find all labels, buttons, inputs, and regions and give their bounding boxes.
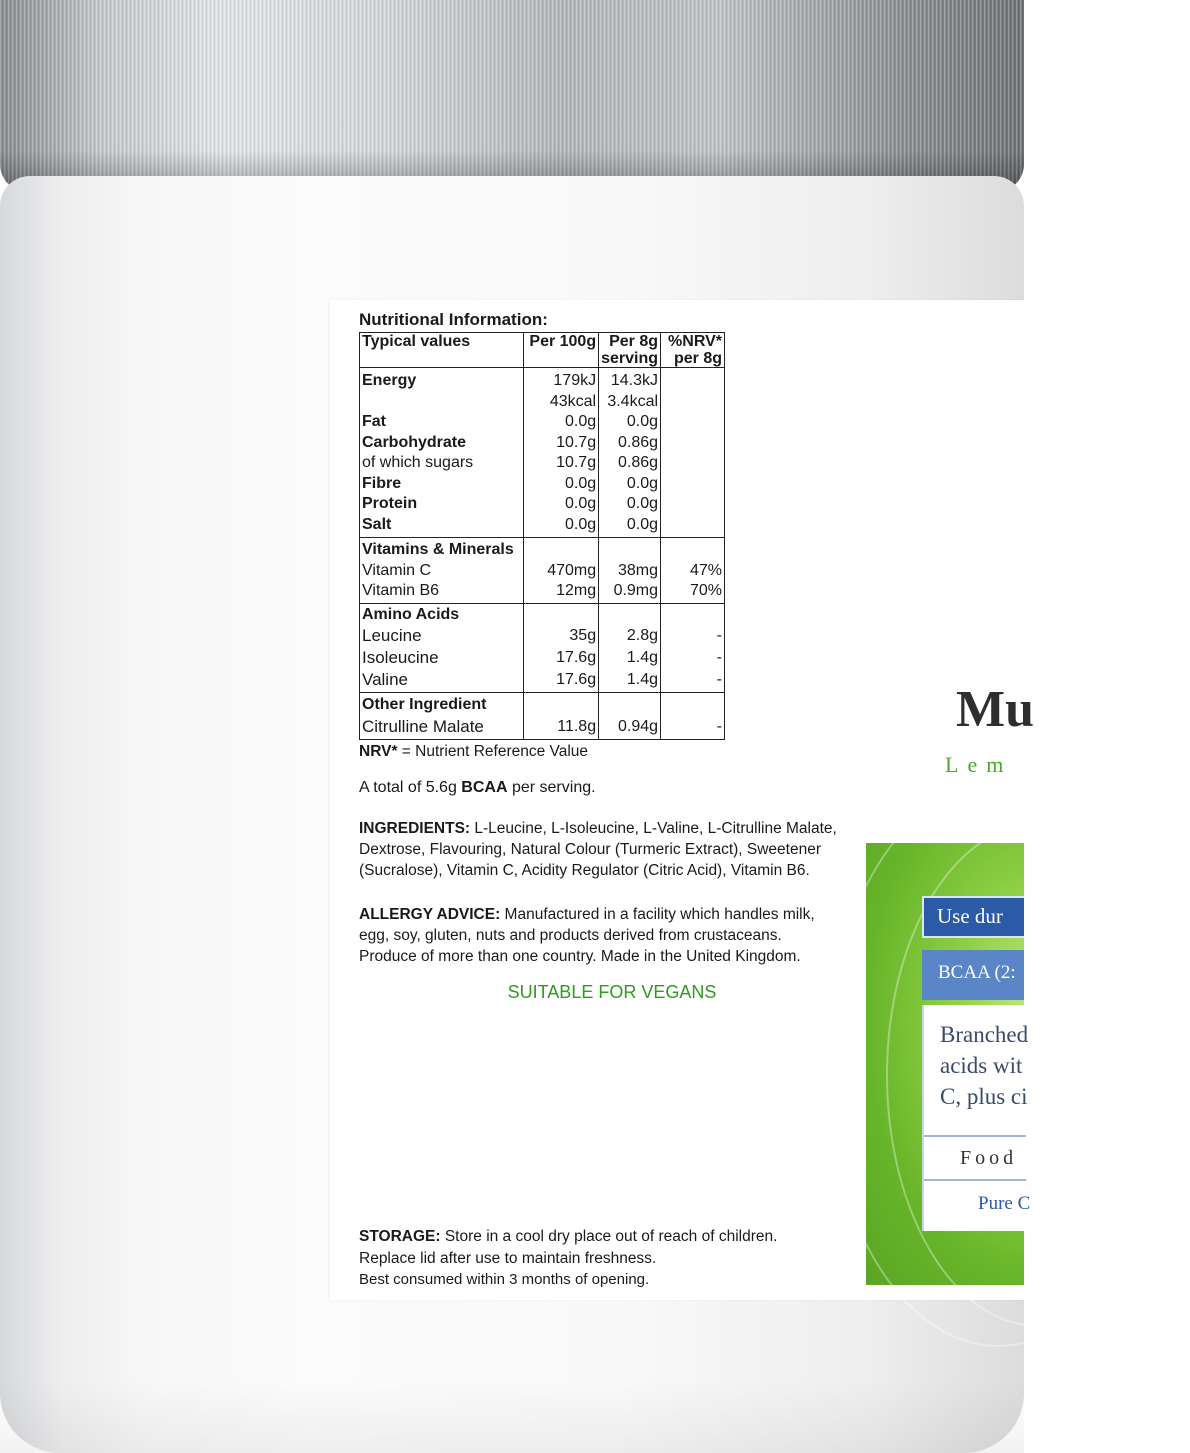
other-spacer-8: [601, 695, 658, 716]
description-line1: Branched: [940, 1022, 1029, 1047]
ingredients-body: L-Leucine, L-Isoleucine, L-Valine, L-Citrulline Malate, Dextrose, Flavouring, Natural Colour (Turmeric Extract), Sweetener (Sucralose), Vitamin C, Acidity Regulator (Citric Acid), Vitamin B6.: [359, 819, 837, 879]
leucine-label: Leucine: [362, 626, 422, 645]
table-row-energy-macros: [360, 368, 725, 538]
storage-body1: Store in a cool dry place out of reach of children.: [440, 1228, 778, 1245]
allergy-body: Manufactured in a facility which handles milk, egg, soy, gluten, nuts and products derived from crustaceans. Produce of more than one country. Made in the United Kingdom.: [359, 905, 815, 965]
storage-line2: Replace lid after use to maintain freshness.: [359, 1250, 657, 1267]
leucine-8: 2.8g: [626, 627, 659, 644]
carbohydrate-label: Carbohydrate: [362, 433, 467, 451]
fibre-8: 0.0g: [626, 474, 659, 492]
energy-macro-nrv: [661, 368, 725, 538]
vitamin-b6-100: 12mg: [556, 582, 597, 599]
header-nrv-line1: %NRV*: [668, 333, 722, 350]
amino-nrv: [661, 603, 725, 693]
sugars-100: 10.7g: [556, 454, 597, 471]
carbohydrate-100: 10.7g: [556, 433, 597, 451]
storage-line3: Best consumed within 3 months of opening.: [359, 1271, 650, 1288]
header-per-serving-line1: Per 8g: [609, 333, 659, 350]
vitamin-labels: [360, 538, 524, 604]
description-text: [940, 1019, 1028, 1112]
amino-per100: [524, 603, 599, 693]
storage-line1: [359, 1226, 849, 1248]
table-row-amino-acids: [360, 603, 725, 693]
vitamin-b6-nrv: 70%: [689, 582, 722, 599]
usage-banner: Use dur: [922, 896, 1024, 938]
allergy-text: [359, 904, 839, 967]
header-nrv-line2: per 8g: [673, 350, 722, 367]
energy-macro-labels: [360, 368, 524, 538]
bcaa-total-post: per serving.: [507, 778, 596, 796]
bcaa-total-bold: BCAA: [461, 778, 508, 796]
brand-name-partial: Mu: [956, 681, 1034, 738]
amino-spacer-8: [601, 605, 658, 626]
other-per100: [524, 693, 599, 740]
tub-bottom-shade: [0, 1380, 1024, 1453]
protein-label: Protein: [362, 495, 418, 512]
header-per-100g: Per 100g: [524, 333, 599, 368]
fibre-label: Fibre: [362, 474, 402, 492]
description-box: [922, 1005, 1031, 1231]
energy-kj-8: 14.3kJ: [610, 372, 659, 389]
carbohydrate-8: 0.86g: [617, 433, 659, 451]
energy-kj-100: 179kJ: [553, 372, 597, 389]
valine-label: Valine: [362, 670, 408, 689]
other-nrv: [661, 693, 725, 740]
nrv-note-bold: NRV*: [359, 742, 398, 760]
energy-kcal-100: 43kcal: [549, 392, 597, 410]
other-labels: [360, 693, 524, 740]
suitable-for-vegans: SUITABLE FOR VEGANS: [507, 981, 717, 1002]
table-row-other-ingredient: [360, 693, 725, 740]
vitamin-c-8: 38mg: [618, 561, 659, 579]
isoleucine-8: 1.4g: [626, 649, 659, 666]
citrulline-label: Citrulline Malate: [362, 716, 484, 736]
salt-8: 0.0g: [626, 515, 659, 533]
amino-per8: [599, 603, 661, 693]
vitamin-c-nrv: 47%: [689, 561, 722, 579]
vitamin-nrv: [661, 538, 725, 604]
description-line3: C, plus ci: [940, 1084, 1028, 1109]
amino-labels: [360, 603, 524, 693]
leucine-nrv: -: [716, 627, 722, 644]
isoleucine-100: 17.6g: [556, 649, 597, 666]
valine-nrv: -: [716, 671, 722, 688]
isoleucine-label: Isoleucine: [362, 648, 439, 667]
citrulline-100: 11.8g: [557, 717, 597, 735]
bcaa-ratio-banner: BCAA (2:: [922, 950, 1024, 1000]
amino-spacer-100: [526, 605, 596, 626]
header-per-serving-line2: serving: [601, 350, 659, 367]
isoleucine-nrv: -: [716, 649, 722, 666]
ingredients-label: INGREDIENTS:: [359, 819, 471, 837]
vitamin-per8: [599, 538, 661, 604]
pure-label: Pure C: [978, 1193, 1031, 1214]
other-per8: [599, 693, 661, 740]
energy-macro-per100: [524, 368, 599, 538]
ingredients-text: [359, 818, 849, 881]
valine-8: 1.4g: [626, 671, 659, 688]
other-heading: Other Ingredient: [362, 696, 487, 713]
flavour-partial: Lem: [945, 752, 1013, 777]
energy-macro-per8: [599, 368, 661, 538]
bcaa-total-pre: A total of 5.6g: [359, 778, 462, 796]
salt-label: Salt: [362, 515, 392, 533]
vitamin-per100: [524, 538, 599, 604]
header-per-serving: [599, 333, 661, 368]
energy-spacer: [362, 392, 521, 413]
leucine-100: 35g: [569, 627, 597, 644]
header-nrv: [661, 333, 725, 368]
header-typical-values: Typical values: [360, 333, 524, 368]
amino-spacer-nrv: [663, 605, 722, 626]
salt-100: 0.0g: [564, 515, 597, 533]
protein-100: 0.0g: [564, 495, 597, 512]
protein-8: 0.0g: [626, 495, 659, 512]
vitamin-c-label: Vitamin C: [362, 561, 432, 579]
energy-label: Energy: [362, 372, 417, 389]
nutrition-table: [359, 332, 725, 740]
nutrition-panel: [359, 310, 849, 1288]
bcaa-total: [359, 777, 849, 798]
energy-kcal-8: 3.4kcal: [607, 392, 659, 410]
vitamin-b6-label: Vitamin B6: [362, 582, 440, 599]
citrulline-nrv: -: [716, 717, 722, 735]
vitamin-spacer-nrv: [663, 540, 722, 561]
vitamin-b6-8: 0.9mg: [613, 582, 659, 599]
food-supplement-label: Food: [924, 1135, 1026, 1181]
other-spacer-100: [526, 695, 596, 716]
sugars-label: of which sugars: [362, 454, 474, 471]
nrv-note: [359, 743, 849, 761]
vitamin-c-100: 470mg: [547, 561, 597, 579]
vitamins-heading: Vitamins & Minerals: [362, 541, 514, 558]
nrv-note-text: = Nutrient Reference Value: [397, 742, 589, 760]
other-spacer-nrv: [663, 695, 722, 716]
storage-label: STORAGE:: [359, 1228, 441, 1245]
fat-100: 0.0g: [564, 413, 597, 430]
description-line2: acids wit: [940, 1053, 1023, 1078]
allergy-label: ALLERGY ADVICE:: [359, 905, 501, 923]
sugars-8: 0.86g: [617, 454, 659, 471]
fibre-100: 0.0g: [564, 474, 597, 492]
vitamin-spacer-8: [601, 540, 658, 561]
citrulline-8: 0.94g: [617, 717, 659, 735]
vitamin-spacer-100: [526, 540, 596, 561]
nutrition-title: Nutritional Information:: [359, 310, 548, 329]
fat-label: Fat: [362, 413, 386, 430]
fat-8: 0.0g: [626, 413, 659, 430]
amino-heading: Amino Acids: [362, 605, 460, 623]
table-row-vitamins: [360, 538, 725, 604]
valine-100: 17.6g: [556, 671, 597, 688]
storage-text: [359, 1226, 849, 1290]
table-header-row: [360, 333, 725, 368]
